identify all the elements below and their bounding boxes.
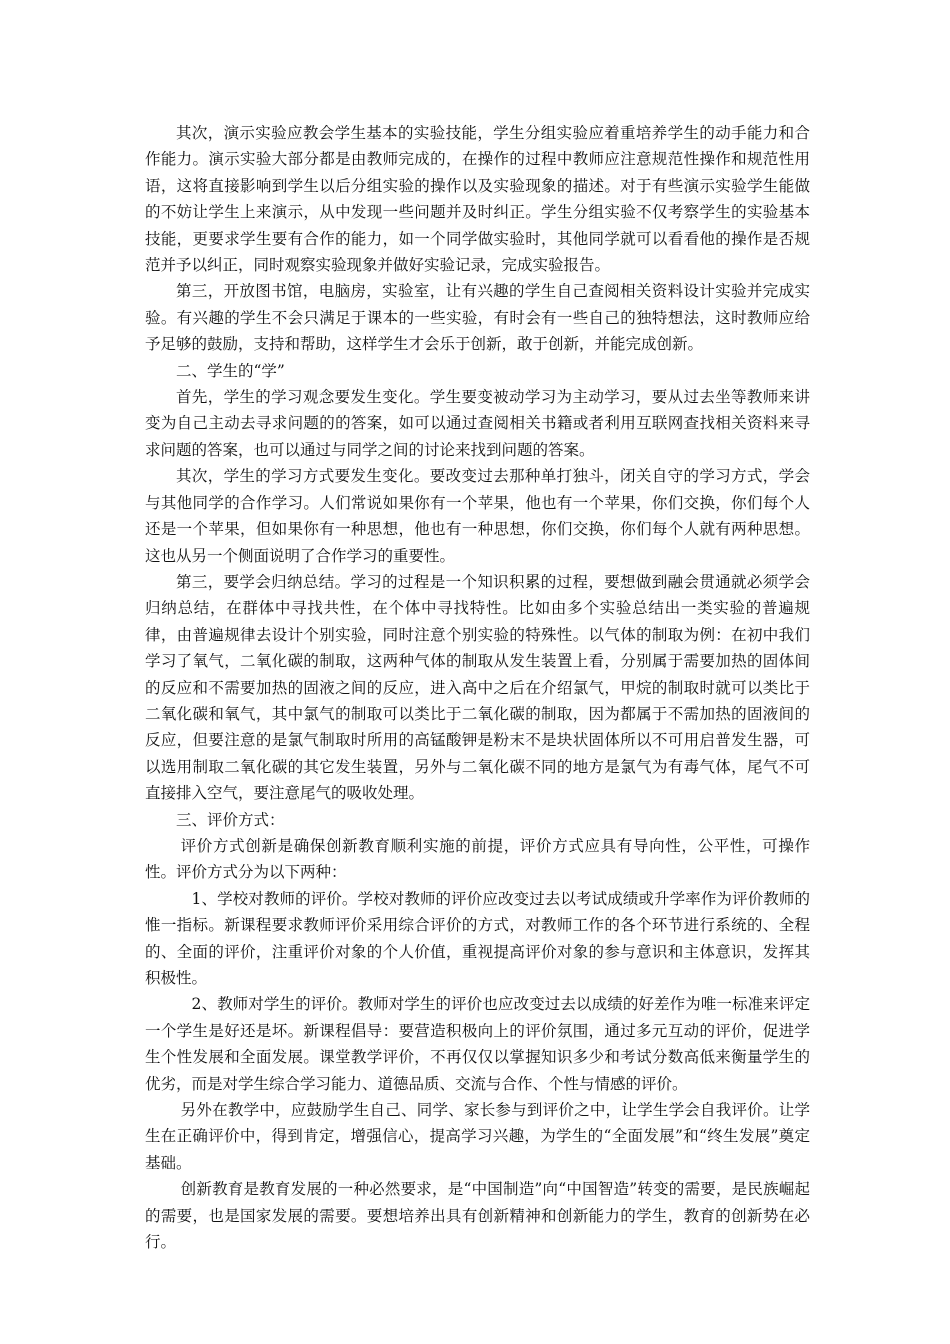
paragraph-learning-method: 其次，学生的学习方式要发生变化。要改变过去那种单打独斗，闭关自守的学习方式，学会与其他同学的合作学习。人们常说如果你有一个苹果，他也有一个苹果，你们交换，你们每个人还是一个苹果，但如果你有一种思想，他也有一种思想，你们交换，你们每个人就有两种思想。这也从另一个侧面说明了合作学习的重要性。 [145,467,810,565]
paragraph-school-evaluates-teacher: 1、学校对教师的评价。学校对教师的评价应改变过去以考试成绩或升学率作为评价教师的惟一指标。新课程要求教师评价采用综合评价的方式，对教师工作的各个环节进行系统的、全程的、全面的评价，注重评价对象的个人价值，重视提高评价对象的参与意识和主体意识，发挥其积极性。 [145,889,810,987]
paragraph-open-library: 第三，开放图书馆，电脑房，实验室，让有兴趣的学生自己查阅相关资料设计实验并完成实验。有兴趣的学生不会只满足于课本的一些实验，有时会有一些自己的独特想法，这时教师应给予足够的鼓励，支持和帮助，这样学生才会乐于创新，敢于创新，并能完成创新。 [145,282,810,354]
section-heading-student-learning: 二、学生的“学” [176,361,285,380]
paragraph-evaluation-intro: 评价方式创新是确保创新教育顺利实施的前提，评价方式应具有导向性，公平性，可操作性。评价方式分为以下两种： [145,836,810,882]
document-body [145,120,810,1255]
paragraph-summarize: 第三，要学会归纳总结。学习的过程是一个知识积累的过程，要想做到融会贯通就必须学会归纳总结，在群体中寻找共性，在个体中寻找特性。比如由多个实验总结出一类实验的普遍规律，由普遍规律去设计个别实验，同时注意个别实验的特殊性。以气体的制取为例：在初中我们学习了氧气，二氧化碳的制取，这两种气体的制取从发生装置上看，分别属于需要加热的固体间的反应和不需要加热的固液之间的反应，进入高中之后在介绍氯气，甲烷的制取时就可以类比于二氧化碳和氧气，其中氯气的制取可以类比于二氧化碳的制取，因为都属于不需加热的固液间的反应，但要注意的是氯气制取时所用的高锰酸钾是粉末不是块状固体所以不可用启普发生器，可以选用制取二氧化碳的其它发生装置，另外与二氧化碳不同的地方是氯气为有毒气体，尾气不可直接排入空气，要注意尾气的吸收处理。 [145,572,810,803]
section-heading-evaluation: 三、评价方式： [176,810,285,829]
paragraph-demo-experiments: 其次，演示实验应教会学生基本的实验技能，学生分组实验应着重培养学生的动手能力和合作能力。演示实验大部分都是由教师完成的，在操作的过程中教师应注意规范性操作和规范性用语，这将直接影响到学生以后分组实验的操作以及实验现象的描述。对于有些演示实验学生能做的不妨让学生上来演示，从中发现一些问题并及时纠正。学生分组实验不仅考察学生的实验基本技能，更要求学生要有合作的能力，如一个同学做实验时，其他同学就可以看看他的操作是否规范并予以纠正，同时观察实验现象并做好实验记录，完成实验报告。 [145,124,810,275]
paragraph-teacher-evaluates-student: 2、教师对学生的评价。教师对学生的评价也应改变过去以成绩的好差作为唯一标准来评定一个学生是好还是坏。新课程倡导：要营造积极向上的评价氛围，通过多元互动的评价，促进学生个性发展和全面发展。课堂教学评价，不再仅仅以掌握知识多少和考试分数高低来衡量学生的优劣，而是对学生综合学习能力、道德品质、交流与合作、个性与情感的评价。 [145,995,810,1093]
paragraph-learning-concept: 首先，学生的学习观念要发生变化。学生要变被动学习为主动学习，要从过去坐等教师来讲变为自己主动去寻求问题的的答案，如可以通过查阅相关书籍或者利用互联网查找相关资料来寻求问题的答案，也可以通过与同学之间的讨论来找到问题的答案。 [145,388,810,459]
paragraph-conclusion: 创新教育是教育发展的一种必然要求，是“中国制造”向“中国智造”转变的需要，是民族崛起的需要，也是国家发展的需要。要想培养出具有创新精神和创新能力的学生，教育的创新势在必行。 [145,1180,810,1252]
paragraph-self-evaluation: 另外在教学中，应鼓励学生自己、同学、家长参与到评价之中，让学生学会自我评价。让学生在正确评价中，得到肯定，增强信心，提高学习兴趣，为学生的“全面发展”和“终生发展”奠定基础。 [145,1101,810,1172]
